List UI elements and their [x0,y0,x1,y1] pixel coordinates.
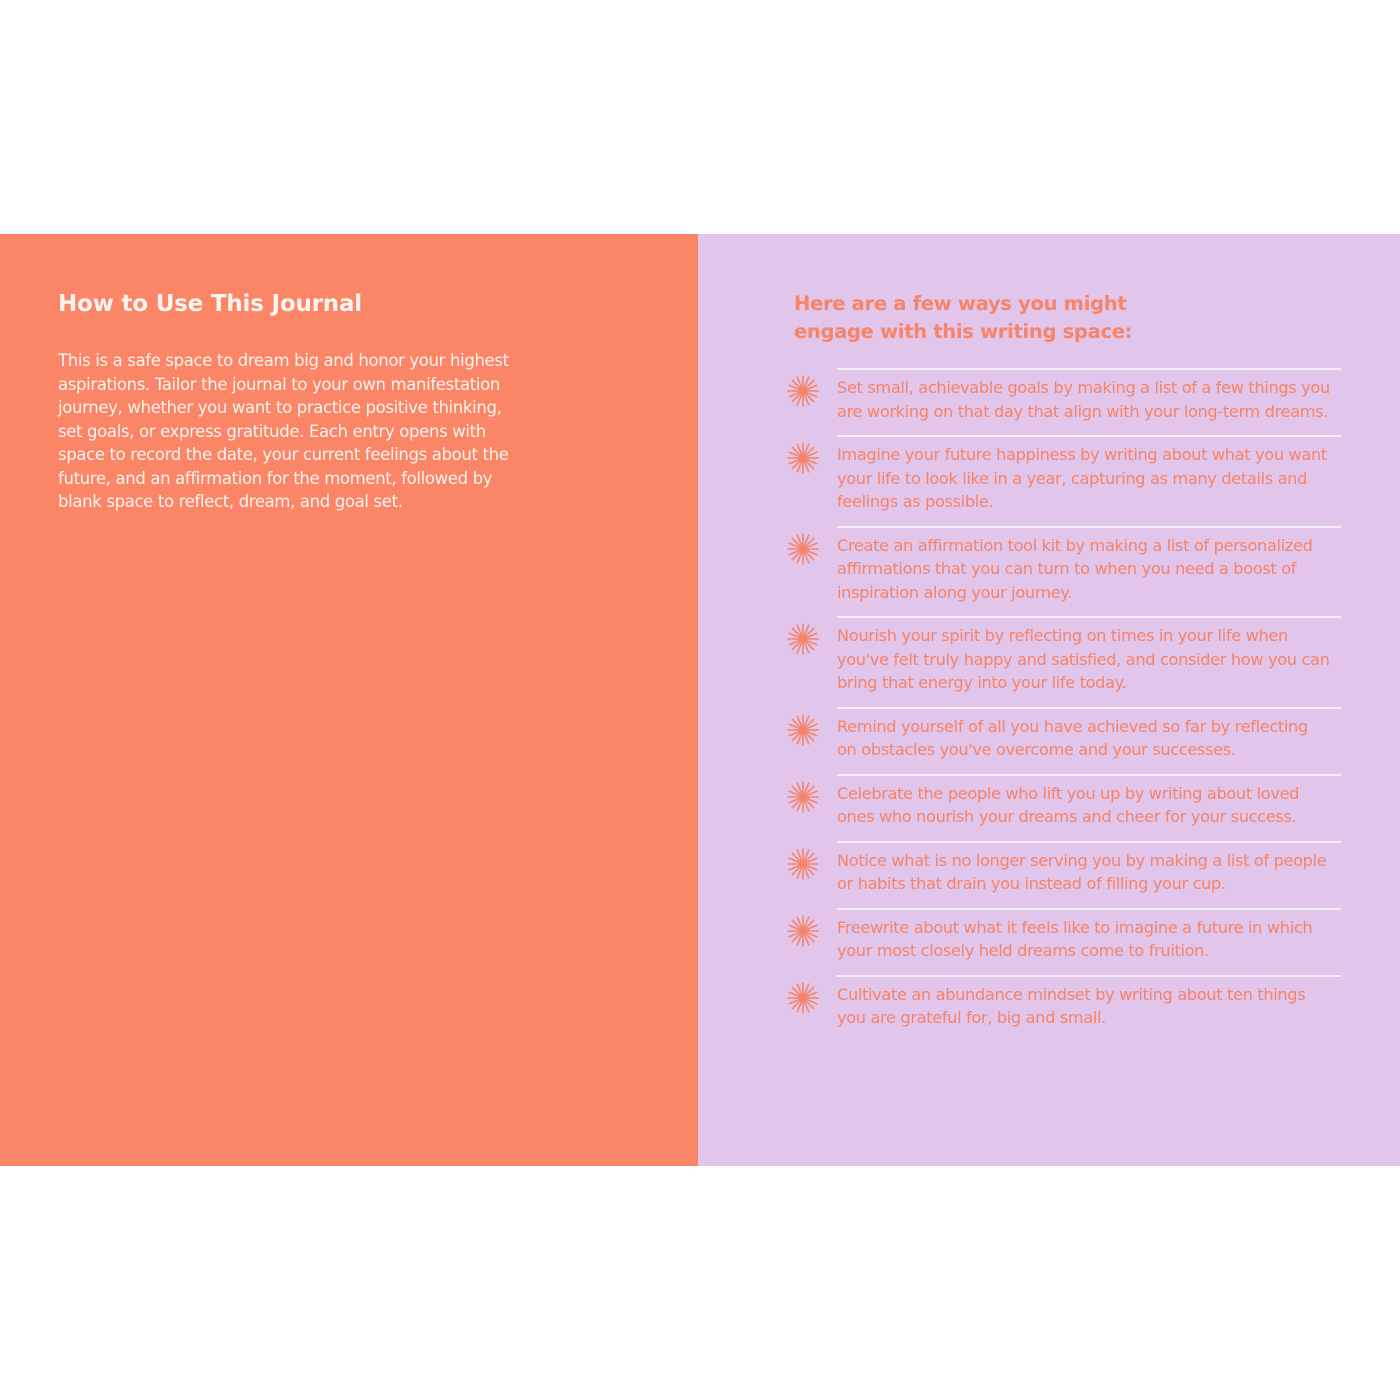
starburst-icon [786,622,820,656]
divider [837,435,1341,437]
tip-text: Cultivate an abundance mindset by writing about ten things you are grateful for, big and small. [837,984,1306,1027]
tips-list [786,368,1341,1042]
right-page [698,234,1400,1166]
tip-text: Nourish your spirit by reflecting on times in your life when you've felt truly happy and satisfied, and consider how you can bring that energy into your life today. [837,626,1330,692]
divider [837,368,1341,370]
list-item [786,774,1341,841]
tip-text: Create an affirmation tool kit by making a list of personalized affirmations that you can turn to when you need a boost of inspiration along your journey. [837,535,1313,602]
tip-text: Imagine your future happiness by writing about what you want your life to look like in a year, capturing as many details and feelings as possible. [837,445,1327,511]
divider [837,526,1341,528]
starburst-icon [786,713,820,747]
list-item [786,908,1341,975]
starburst-icon [786,374,820,408]
list-item [786,707,1341,774]
list-item [786,368,1341,435]
tip-text: Celebrate the people who lift you up by writing about loved ones who nourish your dreams and cheer for your success. [837,783,1300,826]
divider [837,841,1341,843]
divider [837,908,1341,910]
list-item [786,975,1341,1042]
left-page [0,234,698,1166]
divider [837,707,1341,709]
list-item [786,526,1341,617]
intro-paragraph: This is a safe space to dream big and honor your highest aspirations. Tailor the journal to your own manifestation journey, whether you want to practice positive thinking, set goals, or express gratitude. Each entry opens with space to record the date, your current feelings about the future, and an affirmation for the moment, followed by blank space to reflect, dream, and goal set. [58,351,509,511]
starburst-icon [786,441,820,475]
starburst-icon [786,847,820,881]
divider [837,975,1341,977]
page-title: How to Use This Journal [58,291,362,317]
tip-text: Set small, achievable goals by making a list of a few things you are working on that day that align with your long-term dreams. [837,378,1330,421]
list-item [786,435,1341,526]
list-item [786,616,1341,707]
tip-text: Freewrite about what it feels like to imagine a future in which your most closely held dreams come to fruition. [837,917,1313,960]
starburst-icon [786,914,820,948]
divider [837,774,1341,776]
divider [837,616,1341,618]
starburst-icon [786,532,820,566]
starburst-icon [786,780,820,814]
tip-text: Remind yourself of all you have achieved so far by reflecting on obstacles you've overcome and your successes. [837,716,1308,759]
book-spread [0,234,1400,1166]
tips-heading: Here are a few ways you might engage with this writing space: [794,292,1133,343]
tip-text: Notice what is no longer serving you by making a list of people or habits that drain you instead of filling your cup. [837,850,1327,893]
list-item [786,841,1341,908]
starburst-icon [786,981,820,1015]
